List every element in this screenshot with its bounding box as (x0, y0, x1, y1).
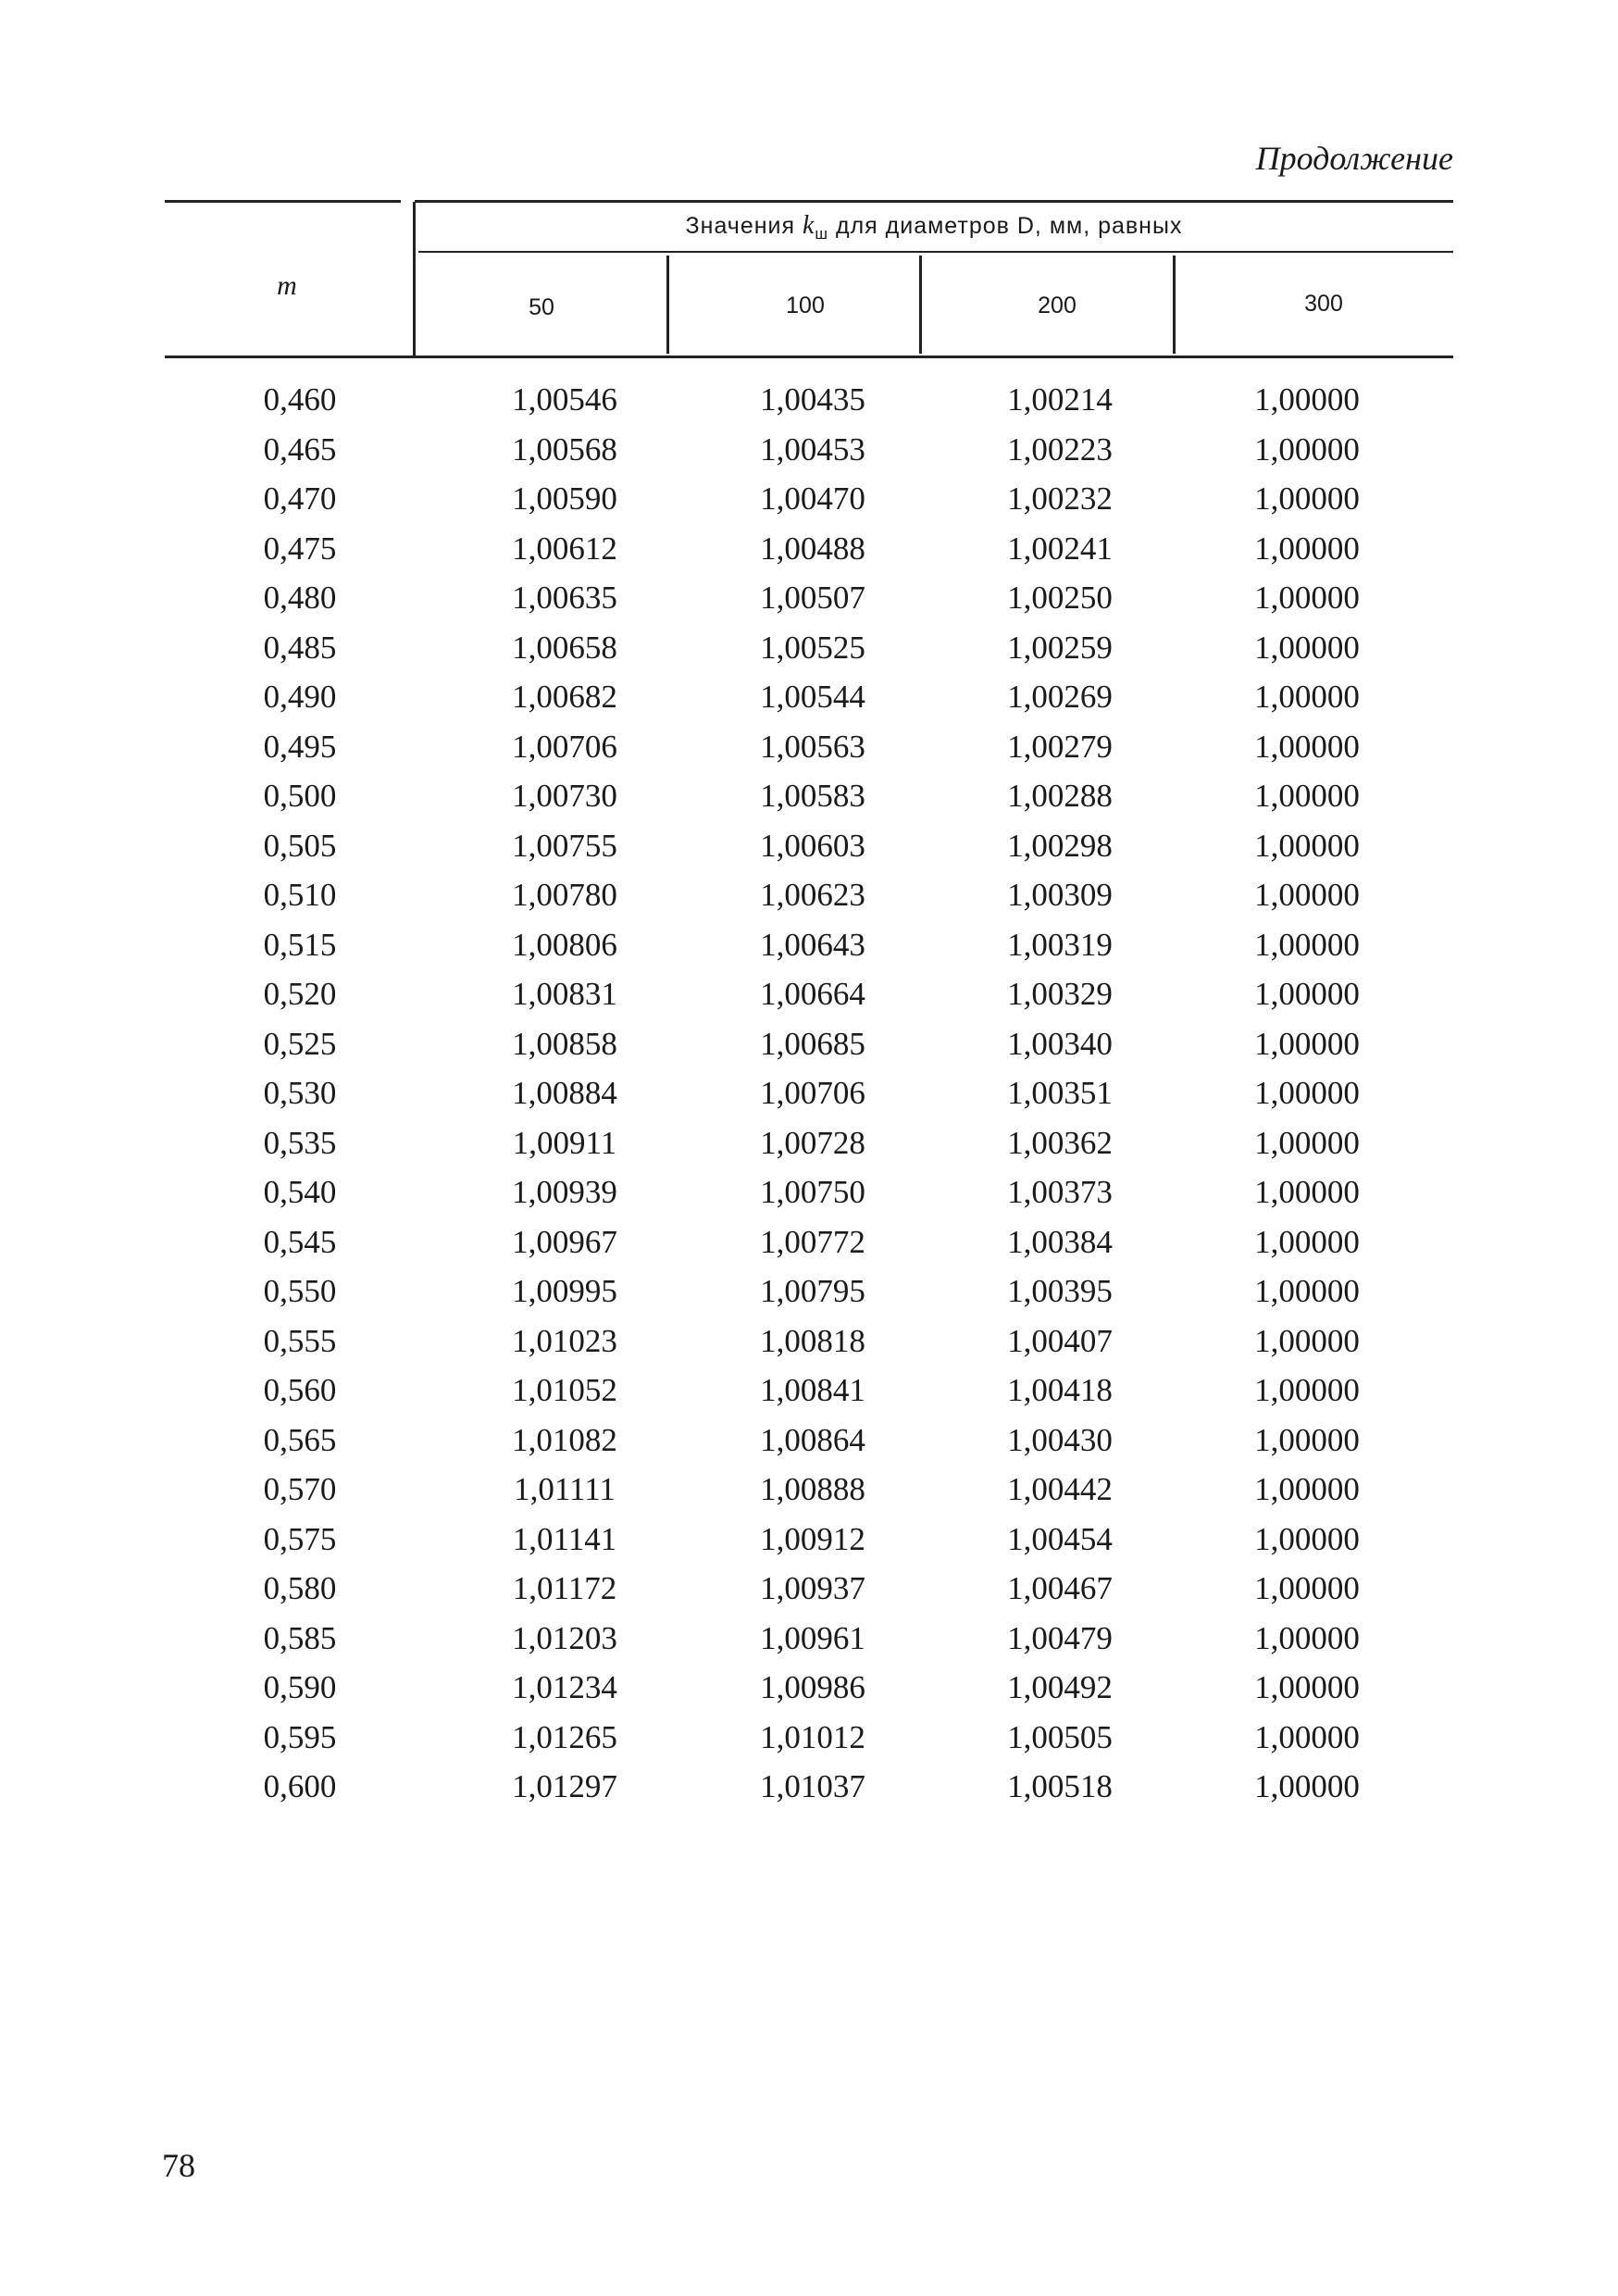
cell-d50: 1,00831 (512, 976, 617, 1012)
table-row (0, 1620, 1618, 1670)
cell-d100: 1,00544 (760, 679, 865, 715)
cell-d50: 1,00635 (512, 580, 617, 616)
cell-m: 0,580 (263, 1570, 337, 1606)
cell-m: 0,550 (263, 1273, 337, 1309)
table-row (0, 1372, 1618, 1422)
cell-d300: 1,00000 (1254, 1124, 1360, 1161)
cell-m: 0,490 (263, 679, 337, 715)
cell-d100: 1,00488 (760, 530, 865, 567)
cell-d50: 1,00658 (512, 629, 617, 666)
table-row (0, 480, 1618, 530)
cell-d300: 1,00000 (1254, 1025, 1360, 1062)
cell-d200: 1,00232 (1007, 480, 1113, 517)
cell-d100: 1,00435 (760, 381, 865, 418)
cell-d300: 1,00000 (1254, 1669, 1360, 1705)
cell-d200: 1,00467 (1007, 1570, 1113, 1606)
cell-d200: 1,00298 (1007, 827, 1113, 864)
cell-d50: 1,00546 (512, 381, 617, 418)
table-row (0, 1026, 1618, 1076)
group-header-symbol: k (802, 211, 815, 240)
cell-d50: 1,00967 (512, 1223, 617, 1260)
cell-d50: 1,00884 (512, 1075, 617, 1111)
cell-d200: 1,00279 (1007, 728, 1113, 765)
cell-d200: 1,00395 (1007, 1273, 1113, 1309)
cell-d100: 1,00603 (760, 827, 865, 864)
table-row (0, 1669, 1618, 1719)
cell-d50: 1,00939 (512, 1174, 617, 1210)
table-row (0, 828, 1618, 878)
cell-d50: 1,01172 (512, 1570, 617, 1606)
cell-d100: 1,00453 (760, 430, 865, 468)
cell-m: 0,565 (263, 1421, 337, 1458)
cell-d200: 1,00430 (1007, 1421, 1113, 1458)
cell-d200: 1,00505 (1007, 1718, 1113, 1755)
cell-d300: 1,00000 (1254, 1322, 1360, 1359)
header-vertical-rule-2 (666, 256, 669, 354)
cell-d200: 1,00362 (1007, 1124, 1113, 1161)
cell-d300: 1,00000 (1254, 1520, 1360, 1557)
cell-d200: 1,00319 (1007, 926, 1113, 963)
group-header (415, 211, 1453, 243)
cell-d50: 1,01052 (512, 1372, 617, 1408)
cell-d50: 1,00612 (512, 530, 617, 567)
cell-d100: 1,00841 (760, 1372, 865, 1408)
cell-d100: 1,00986 (760, 1669, 865, 1705)
cell-m: 0,600 (263, 1768, 337, 1804)
cell-d50: 1,00755 (512, 827, 617, 864)
cell-d200: 1,00518 (1007, 1768, 1113, 1804)
cell-d200: 1,00340 (1007, 1025, 1113, 1062)
cell-d50: 1,01297 (512, 1768, 617, 1804)
cell-m: 0,575 (263, 1520, 337, 1557)
cell-d200: 1,00407 (1007, 1322, 1113, 1359)
cell-d100: 1,00937 (760, 1570, 865, 1606)
cell-m: 0,465 (263, 430, 337, 468)
cell-d300: 1,00000 (1254, 1471, 1360, 1507)
cell-m: 0,480 (263, 580, 337, 616)
cell-d300: 1,00000 (1254, 580, 1360, 616)
cell-d50: 1,00858 (512, 1025, 617, 1062)
table-row (0, 778, 1618, 828)
cell-d200: 1,00329 (1007, 976, 1113, 1012)
cell-m: 0,470 (263, 480, 337, 517)
cell-d100: 1,00818 (760, 1322, 865, 1359)
cell-m: 0,505 (263, 827, 337, 864)
cell-m: 0,475 (263, 530, 337, 567)
cell-d300: 1,00000 (1254, 728, 1360, 765)
cell-d50: 1,00590 (512, 480, 617, 517)
cell-d50: 1,01203 (512, 1619, 617, 1656)
cell-m: 0,585 (263, 1619, 337, 1656)
cell-d300: 1,00000 (1254, 1174, 1360, 1210)
cell-d50: 1,00995 (512, 1273, 617, 1309)
cell-d100: 1,00525 (760, 629, 865, 666)
cell-d300: 1,00000 (1254, 1075, 1360, 1111)
cell-d300: 1,00000 (1254, 1372, 1360, 1408)
cell-d50: 1,01111 (514, 1471, 616, 1507)
cell-d100: 1,01037 (760, 1768, 865, 1804)
group-header-prefix: Значения (685, 213, 803, 239)
table-row (0, 1768, 1618, 1818)
column-header-100: 100 (786, 293, 825, 318)
cell-m: 0,510 (263, 877, 337, 913)
table-row (0, 1719, 1618, 1769)
cell-d100: 1,00470 (760, 480, 865, 517)
table-row (0, 679, 1618, 729)
table-row (0, 1075, 1618, 1125)
cell-m: 0,530 (263, 1075, 337, 1111)
table-row (0, 927, 1618, 977)
table-row (0, 1323, 1618, 1373)
cell-m: 0,570 (263, 1471, 337, 1507)
cell-d300: 1,00000 (1254, 1273, 1360, 1309)
continuation-label: Продолжение (1255, 140, 1453, 177)
cell-d300: 1,00000 (1254, 827, 1360, 864)
table-row (0, 1471, 1618, 1521)
cell-d100: 1,00507 (760, 580, 865, 616)
cell-d50: 1,00911 (512, 1124, 617, 1161)
group-header-rule (418, 251, 1453, 253)
page-number: 78 (162, 2147, 195, 2184)
header-vertical-rule-3 (919, 256, 922, 354)
cell-d200: 1,00454 (1007, 1520, 1113, 1557)
table-row (0, 580, 1618, 630)
cell-d50: 1,01023 (512, 1322, 617, 1359)
cell-d200: 1,00479 (1007, 1619, 1113, 1656)
header-vertical-rule-4 (1173, 256, 1176, 354)
cell-d50: 1,00682 (512, 679, 617, 715)
cell-m: 0,460 (263, 381, 337, 418)
cell-d300: 1,00000 (1254, 530, 1360, 567)
table-row (0, 1174, 1618, 1224)
cell-d50: 1,00730 (512, 778, 617, 814)
cell-d300: 1,00000 (1254, 778, 1360, 814)
cell-m: 0,590 (263, 1669, 337, 1705)
cell-d300: 1,00000 (1254, 926, 1360, 963)
cell-m: 0,560 (263, 1372, 337, 1408)
cell-d100: 1,00728 (760, 1124, 865, 1161)
cell-m: 0,525 (263, 1025, 337, 1062)
table-row (0, 877, 1618, 927)
cell-d100: 1,00888 (760, 1471, 865, 1507)
cell-d100: 1,00912 (760, 1520, 865, 1557)
cell-d100: 1,00864 (760, 1421, 865, 1458)
table-top-rule-right (415, 200, 1453, 203)
cell-d100: 1,00563 (760, 728, 865, 765)
cell-m: 0,485 (263, 629, 337, 666)
table-row (0, 630, 1618, 680)
row-header-m: m (277, 270, 297, 301)
table-row (0, 431, 1618, 481)
table-row (0, 729, 1618, 779)
cell-d100: 1,00623 (760, 877, 865, 913)
cell-d50: 1,01265 (512, 1718, 617, 1755)
table-row (0, 530, 1618, 580)
column-header-300: 300 (1304, 291, 1343, 317)
cell-d100: 1,00685 (760, 1025, 865, 1062)
cell-d100: 1,00772 (760, 1223, 865, 1260)
cell-d200: 1,00442 (1007, 1471, 1113, 1507)
table-row (0, 976, 1618, 1026)
column-header-200: 200 (1038, 293, 1077, 318)
cell-m: 0,495 (263, 728, 337, 765)
cell-d100: 1,00750 (760, 1174, 865, 1210)
cell-d300: 1,00000 (1254, 976, 1360, 1012)
cell-d300: 1,00000 (1254, 1768, 1360, 1804)
cell-d200: 1,00241 (1007, 530, 1113, 567)
cell-d50: 1,00780 (512, 877, 617, 913)
group-header-subscript: ш (815, 225, 829, 243)
cell-d200: 1,00288 (1007, 778, 1113, 814)
table-row (0, 1570, 1618, 1620)
header-vertical-rule-1 (413, 202, 416, 357)
table-row (0, 1422, 1618, 1472)
cell-m: 0,515 (263, 926, 337, 963)
table-row (0, 1224, 1618, 1274)
cell-d200: 1,00351 (1007, 1075, 1113, 1111)
cell-d50: 1,00568 (512, 430, 617, 468)
cell-d200: 1,00492 (1007, 1669, 1113, 1705)
cell-m: 0,540 (263, 1174, 337, 1210)
cell-d100: 1,00795 (760, 1273, 865, 1309)
cell-d300: 1,00000 (1254, 1619, 1360, 1656)
table-row (0, 1273, 1618, 1323)
cell-d200: 1,00418 (1007, 1372, 1113, 1408)
cell-d200: 1,00214 (1007, 381, 1113, 418)
cell-m: 0,595 (263, 1718, 337, 1755)
cell-d200: 1,00250 (1007, 580, 1113, 616)
cell-d50: 1,01234 (512, 1669, 617, 1705)
cell-d100: 1,00583 (760, 778, 865, 814)
cell-d300: 1,00000 (1254, 430, 1360, 468)
cell-d300: 1,00000 (1254, 1570, 1360, 1606)
cell-d300: 1,00000 (1254, 1718, 1360, 1755)
cell-m: 0,535 (263, 1124, 337, 1161)
cell-d300: 1,00000 (1254, 679, 1360, 715)
cell-d100: 1,01012 (760, 1718, 865, 1755)
cell-d300: 1,00000 (1254, 480, 1360, 517)
column-header-50: 50 (529, 294, 554, 320)
cell-m: 0,500 (263, 778, 337, 814)
cell-d300: 1,00000 (1254, 381, 1360, 418)
cell-d200: 1,00384 (1007, 1223, 1113, 1260)
cell-d100: 1,00706 (760, 1075, 865, 1111)
cell-d300: 1,00000 (1254, 1223, 1360, 1260)
cell-d200: 1,00309 (1007, 877, 1113, 913)
cell-d50: 1,00806 (512, 926, 617, 963)
cell-m: 0,555 (263, 1322, 337, 1359)
cell-d200: 1,00373 (1007, 1174, 1113, 1210)
cell-m: 0,520 (263, 976, 337, 1012)
group-header-suffix: для диаметров D, мм, равных (828, 213, 1183, 239)
cell-d200: 1,00223 (1007, 430, 1113, 468)
cell-d100: 1,00664 (760, 976, 865, 1012)
cell-d50: 1,00706 (512, 728, 617, 765)
table-row (0, 381, 1618, 431)
cell-d300: 1,00000 (1254, 629, 1360, 666)
cell-d300: 1,00000 (1254, 877, 1360, 913)
cell-d100: 1,00643 (760, 926, 865, 963)
cell-d200: 1,00269 (1007, 679, 1113, 715)
cell-d100: 1,00961 (760, 1619, 865, 1656)
header-bottom-rule (165, 356, 1453, 358)
cell-m: 0,545 (263, 1223, 337, 1260)
table-top-rule-left (165, 200, 401, 203)
cell-d300: 1,00000 (1254, 1421, 1360, 1458)
cell-d50: 1,01141 (512, 1520, 617, 1557)
table-row (0, 1125, 1618, 1175)
table-row (0, 1521, 1618, 1571)
cell-d50: 1,01082 (512, 1421, 617, 1458)
cell-d200: 1,00259 (1007, 629, 1113, 666)
